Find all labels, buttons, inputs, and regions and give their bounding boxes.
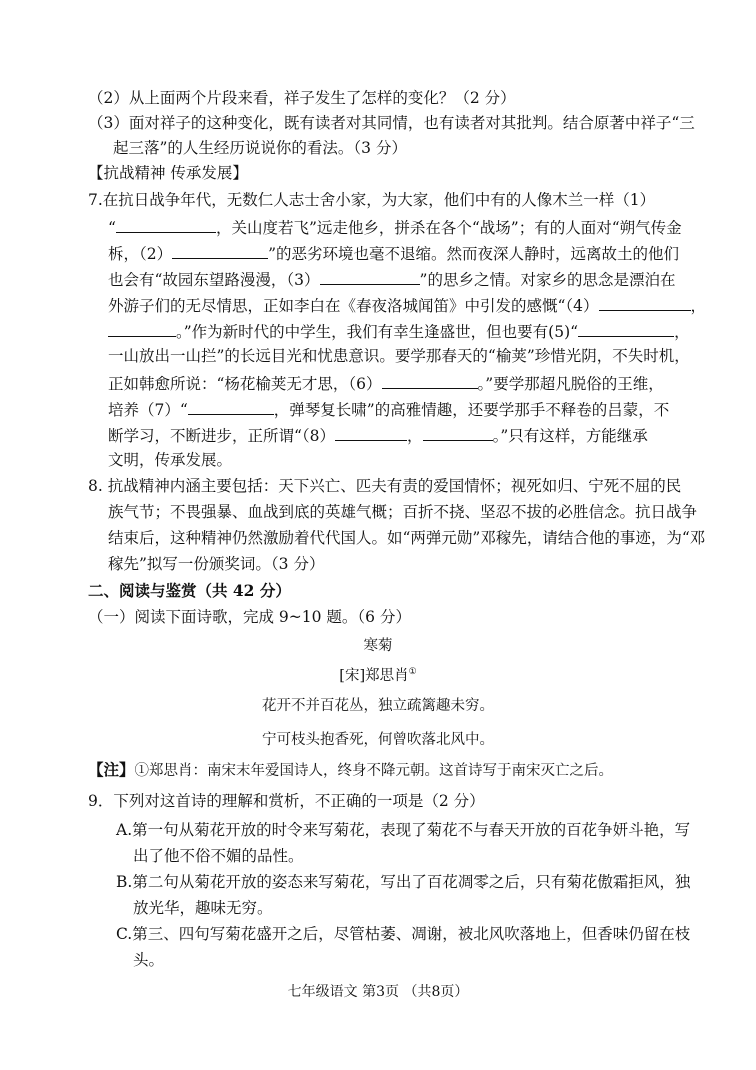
q7-line — [108, 372, 756, 394]
answer-blank[interactable] — [188, 398, 274, 415]
q7-text: 外游子们的无尽情思，正如李白在《春夜洛城闻笛》中引发的感慨“（4） — [108, 297, 599, 315]
q8-line: 族气节；不畏强暴、血战到底的英雄气概；百折不挠、坚忍不拔的必胜信念。抗日战争 — [108, 503, 698, 521]
page-footer: 七年级语文 第3页 （共8页） — [287, 984, 469, 1000]
q7-text: 柝，（2） — [108, 245, 173, 263]
q7-text: ，弹琴复长啸”的高雅情趣，还要学那手不释卷的吕蒙，不 — [273, 401, 670, 419]
option-a-cont: 出了他不俗不媚的品性。 — [133, 847, 304, 865]
poem-line: 花开不并百花丛，独立疏篱趣未穷。 — [262, 698, 494, 714]
q7-text: 也会有“故园东望路漫漫，（3） — [108, 271, 320, 289]
q7-line — [108, 398, 756, 420]
q7-text: ， — [407, 427, 423, 445]
question-3-line: （3）面对祥子的这种变化，既有读者对其同情，也有读者对其批判。结合原著中祥子“三 — [88, 114, 695, 132]
q7-line — [108, 424, 756, 446]
answer-blank[interactable] — [172, 242, 268, 259]
section-title: 【抗战精神 传承发展】 — [88, 164, 248, 182]
section-2-title: 二、阅读与鉴赏（共 42 分） — [88, 581, 291, 600]
q7-text: ”的恶劣环境也毫不退缩。然而夜深人静时，远离故土的他们 — [268, 245, 680, 263]
option-c[interactable]: C.第三、四句写菊花盛开之后，尽管枯萎、凋谢，被北风吹落地上，但香味仍留在枝 — [116, 925, 691, 943]
answer-blank[interactable] — [335, 424, 407, 441]
q7-text: 断学习，不断进步，正所谓“（8） — [108, 427, 336, 445]
poem-note — [88, 760, 756, 781]
poem-line: 宁可枝头抱香死，何曾吹落北风中。 — [262, 732, 494, 748]
q7-text: 正如韩愈所说：“杨花榆荚无才思，（6） — [108, 375, 382, 393]
q7-line — [108, 242, 756, 264]
answer-blank[interactable] — [382, 372, 478, 389]
answer-blank[interactable] — [320, 268, 420, 285]
q7-text: 。”要学那超凡脱俗的王维， — [477, 375, 664, 393]
q7-line — [108, 294, 756, 316]
q7-line: 文明，传承发展。 — [108, 451, 233, 469]
q7-line — [108, 320, 756, 342]
option-c-cont: 头。 — [133, 951, 165, 969]
question-3-line: 起三落”的人生经历说说你的看法。（3 分） — [113, 139, 407, 157]
answer-blank[interactable] — [423, 424, 493, 441]
note-text: ①郑思肖：南宋末年爱国诗人，终身不降元朝。这首诗写于南宋灭亡之后。 — [134, 763, 614, 779]
option-b[interactable]: B.第二句从菊花开放的姿态来写菊花，写出了百花凋零之后，只有菊花傲霜拒风，独 — [116, 873, 691, 891]
q7-line — [108, 216, 756, 238]
q8-line: 稼先”拟写一份颁奖词。（3 分） — [108, 555, 325, 573]
option-a[interactable]: A.第一句从菊花开放的时令来写菊花，表现了菊花不与春天开放的百花争妍斗艳，写 — [116, 821, 691, 839]
q7-text: “ — [108, 219, 116, 237]
note-label: 【注】 — [88, 760, 135, 779]
poem-author-name: [宋]郑思肖 — [339, 667, 409, 684]
poem-author — [0, 662, 756, 686]
q8-line: 8. 抗战精神内涵主要包括：天下兴亡、匹夫有责的爱国情怀；视死如归、宁死不屈的民 — [88, 477, 682, 495]
q7-line: 7.在抗日战争年代，无数仁人志士舍小家，为大家，他们中有的人像木兰一样（1） — [88, 191, 656, 209]
answer-blank[interactable] — [599, 294, 691, 311]
q7-text: 。”只有这样，方能继承 — [492, 427, 648, 445]
q7-text: ， — [690, 297, 707, 315]
question-2: （2）从上面两个片段来看，祥子发生了怎样的变化？（2 分） — [88, 89, 516, 107]
q8-line: 结束后，这种精神仍然激励着代代国人。如“两弹元勋”邓稼先，请结合他的事迹，为“邓 — [108, 529, 706, 547]
poem-title: 寒菊 — [363, 638, 393, 654]
answer-blank[interactable] — [578, 320, 674, 337]
footnote-mark: ① — [408, 667, 417, 677]
q7-text: 培养（7）“ — [108, 401, 188, 419]
q7-text: ， — [674, 323, 690, 341]
q7-text: ”的思乡之情。对家乡的思念是漂泊在 — [419, 271, 676, 289]
q7-line — [108, 268, 756, 290]
q7-text: 。”作为新时代的中学生，我们有幸生逢盛世，但也要有(5)“ — [176, 323, 579, 341]
answer-blank[interactable] — [116, 216, 216, 233]
q7-line: 一山放出一山拦”的长远目光和忧患意识。要学那春天的“榆荚”珍惜光阴，不失时机， — [108, 347, 690, 365]
subsection-title: （一）阅读下面诗歌，完成 9~10 题。（6 分） — [88, 608, 411, 626]
q9-stem: 9．下列对这首诗的理解和赏析，不正确的一项是（2 分） — [88, 792, 485, 810]
option-b-cont: 放光华，趣味无穷。 — [133, 899, 273, 917]
q7-text: ，关山度若飞”远走他乡，拼杀在各个“战场”；有的人面对“朔气传金 — [215, 219, 682, 237]
answer-blank[interactable] — [108, 320, 176, 337]
